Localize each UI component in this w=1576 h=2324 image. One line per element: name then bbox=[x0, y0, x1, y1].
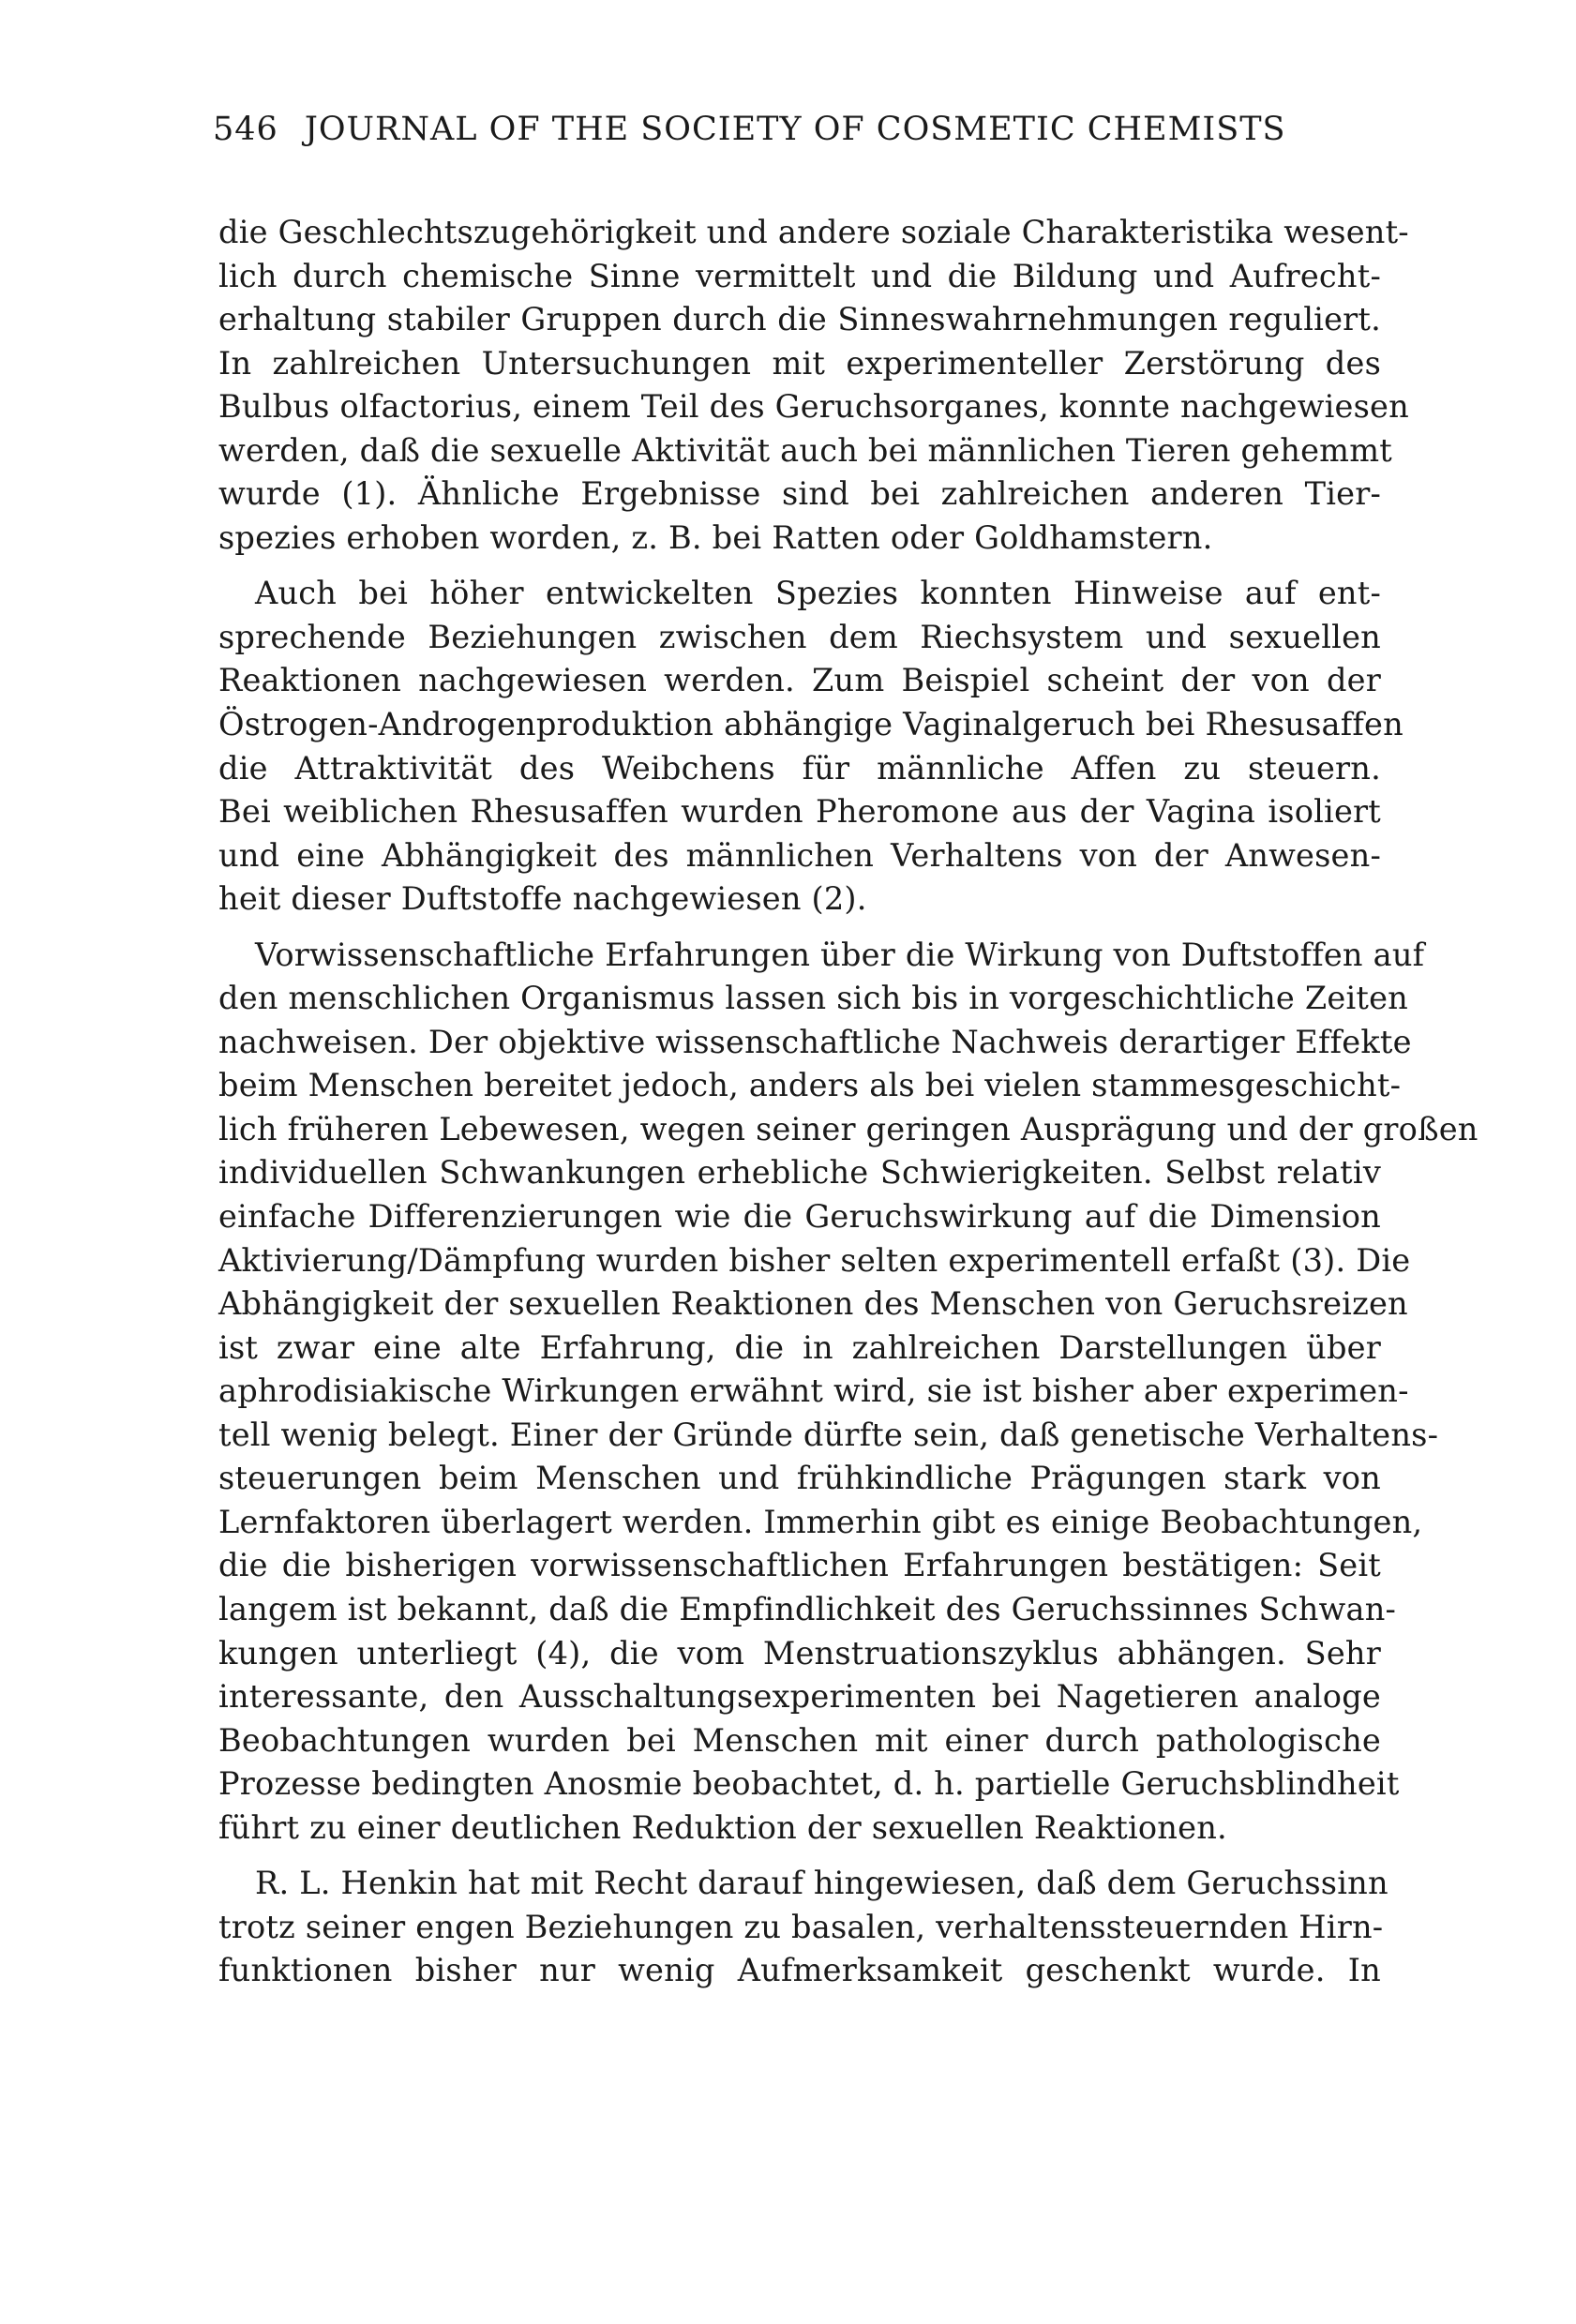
text-line: werden, daß die sexuelle Aktivität auch bei männlichen Tieren gehemmt bbox=[218, 431, 1392, 469]
text-line: Vorwissenschaftliche Erfahrungen über die Wirkung von Duftstoffen auf bbox=[255, 936, 1425, 973]
text-line: lich früheren Lebewesen, wegen seiner geringen Ausprägung und der großen bbox=[218, 1110, 1478, 1147]
text-line: Reaktionen nachgewiesen werden. Zum Beispiel scheint der von der bbox=[218, 662, 1381, 699]
text-line: einfache Differenzierungen wie die Geruchswirkung auf die Dimension bbox=[218, 1198, 1381, 1236]
text-line: aphrodisiakische Wirkungen erwähnt wird, sie ist bisher aber experimen- bbox=[218, 1372, 1409, 1410]
text-line: die Geschlechtszugehörigkeit und andere soziale Charakteristika wesent- bbox=[218, 214, 1409, 250]
text-line: wurde (1). Ähnliche Ergebnisse sind bei zahlreichen anderen Tier- bbox=[218, 475, 1381, 513]
text-line: trotz seiner engen Beziehungen zu basalen, verhaltenssteuernden Hirn- bbox=[218, 1908, 1384, 1945]
paragraph-2 bbox=[218, 572, 1403, 921]
text-line: spezies erhoben worden, z. B. bei Ratten oder Goldhamstern. bbox=[218, 518, 1213, 556]
text-line: Abhängigkeit der sexuellen Reaktionen des Menschen von Geruchsreizen bbox=[218, 1285, 1408, 1323]
text-line: die Attraktivität des Weibchens für männliche Affen zu steuern. bbox=[218, 749, 1381, 787]
text-line: Prozesse bedingten Anosmie beobachtet, d. h. partielle Geruchsblindheit bbox=[218, 1765, 1400, 1803]
text-line: Beobachtungen wurden bei Menschen mit einer durch pathologische bbox=[218, 1721, 1381, 1759]
text-line: Östrogen-Androgenproduktion abhängige Vaginalgeruch bei Rhesusaffen bbox=[218, 706, 1403, 743]
paragraph-1 bbox=[218, 211, 1409, 560]
text-line: individuellen Schwankungen erhebliche Schwierigkeiten. Selbst relativ bbox=[218, 1154, 1381, 1192]
text-line: Lernfaktoren überlagert werden. Immerhin gibt es einige Beobachtungen, bbox=[218, 1503, 1423, 1540]
journal-title: JOURNAL OF THE SOCIETY OF COSMETIC CHEMISTS bbox=[304, 111, 1286, 148]
text-line: Aktivierung/Dämpfung wurden bisher selten experimentell erfaßt (3). Die bbox=[218, 1241, 1411, 1279]
text-line: lich durch chemische Sinne vermittelt und die Bildung und Aufrecht- bbox=[218, 257, 1381, 294]
paragraph-4 bbox=[218, 1862, 1388, 1993]
text-line: den menschlichen Organismus lassen sich bis in vorgeschichtliche Zeiten bbox=[218, 980, 1408, 1017]
text-line: kungen unterliegt (4), die vom Menstruationszyklus abhängen. Sehr bbox=[218, 1634, 1381, 1672]
text-line: nachweisen. Der objektive wissenschaftliche Nachweis derartiger Effekte bbox=[218, 1023, 1412, 1060]
text-line: interessante, den Ausschaltungsexperimenten bei Nagetieren analoge bbox=[218, 1678, 1381, 1716]
text-line: ist zwar eine alte Erfahrung, die in zahlreichen Darstellungen über bbox=[218, 1328, 1381, 1366]
text-line: und eine Abhängigkeit des männlichen Verhaltens von der Anwesen- bbox=[218, 836, 1381, 874]
text-line: sprechende Beziehungen zwischen dem Riechsystem und sexuellen bbox=[218, 618, 1381, 655]
text-line: R. L. Henkin hat mit Recht darauf hingewiesen, daß dem Geruchssinn bbox=[255, 1865, 1388, 1902]
paragraph-3 bbox=[218, 934, 1478, 1850]
page-number: 546 bbox=[213, 111, 278, 148]
body-text bbox=[218, 211, 1478, 1993]
text-line: führt zu einer deutlichen Reduktion der sexuellen Reaktionen. bbox=[218, 1808, 1227, 1846]
text-line: In zahlreichen Untersuchungen mit experimenteller Zerstörung des bbox=[218, 344, 1381, 382]
text-line: funktionen bisher nur wenig Aufmerksamkeit geschenkt wurde. In bbox=[218, 1952, 1381, 1989]
text-line: Auch bei höher entwickelten Spezies konnten Hinweise auf ent- bbox=[255, 575, 1381, 612]
text-line: Bulbus olfactorius, einem Teil des Geruchsorganes, konnte nachgewiesen bbox=[218, 388, 1409, 426]
text-line: erhaltung stabiler Gruppen durch die Sinneswahrnehmungen reguliert. bbox=[218, 301, 1381, 338]
running-header bbox=[213, 111, 1286, 148]
text-line: beim Menschen bereitet jedoch, anders als bei vielen stammesgeschicht- bbox=[218, 1067, 1402, 1104]
text-line: heit dieser Duftstoffe nachgewiesen (2). bbox=[218, 880, 867, 918]
text-line: Bei weiblichen Rhesusaffen wurden Pheromone aus der Vagina isoliert bbox=[218, 793, 1381, 831]
text-line: die die bisherigen vorwissenschaftlichen Erfahrungen bestätigen: Seit bbox=[218, 1547, 1381, 1584]
text-line: steuerungen beim Menschen und frühkindliche Prägungen stark von bbox=[218, 1460, 1381, 1497]
text-line: langem ist bekannt, daß die Empfindlichkeit des Geruchssinnes Schwan- bbox=[218, 1590, 1397, 1627]
text-line: tell wenig belegt. Einer der Gründe dürfte sein, daß genetische Verhaltens- bbox=[218, 1416, 1439, 1453]
